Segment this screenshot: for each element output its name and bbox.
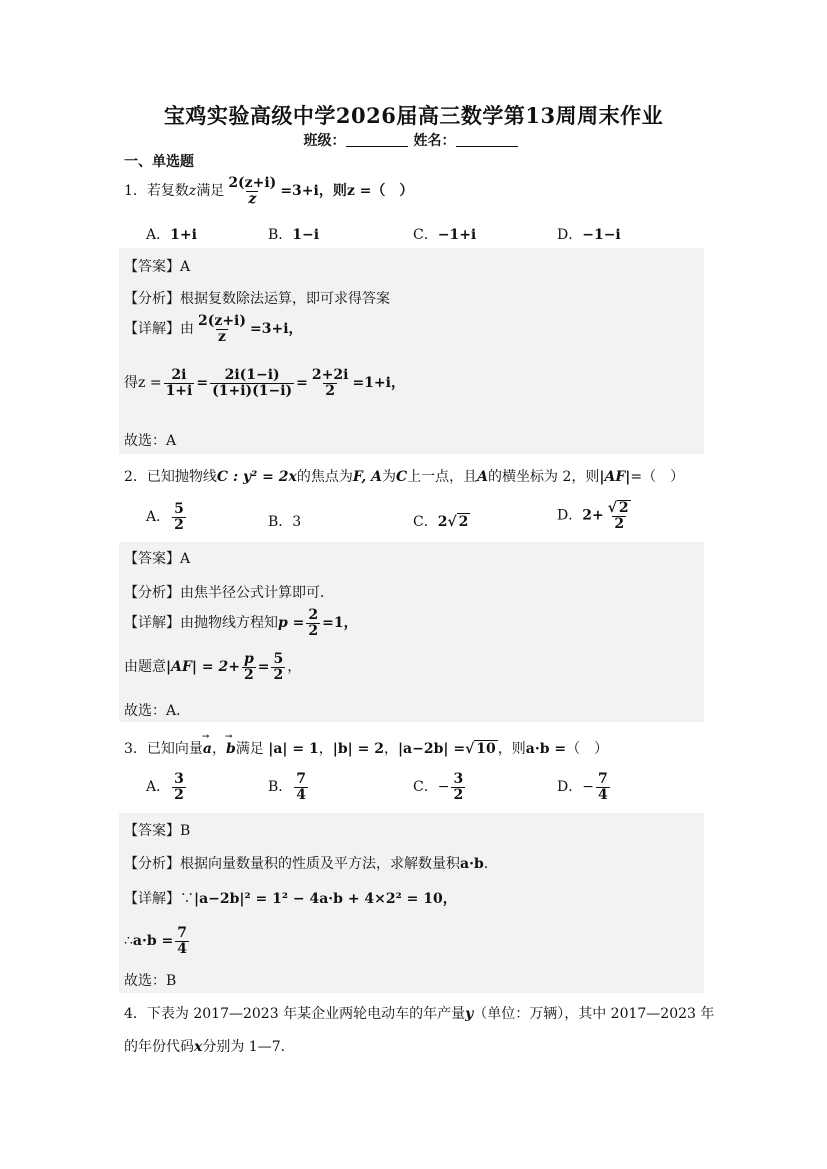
question-2-stem: 2．已知抛物线C : y² = 2x的焦点为F, A为C上一点，且A的横坐标为 2，则|AF|=（ ） [124,469,685,485]
q1-steps: 得z = $\frac{2i}{1+i}$ = $\frac{2i(1-i)}{(1+i)(1-i)}$ = $\frac{2+2i}{2}$ =1+i， [124,367,405,399]
q2-option-b[interactable]: B．3 [268,514,302,530]
q2-choose: 故选：A． [124,703,191,719]
question-1-stem [124,176,413,206]
section-heading: 一、单选题 [124,154,194,170]
name-label: 姓名： [413,133,456,149]
page-title: 宝鸡实验高级中学2026届高三数学第13周周末作业 [163,103,664,128]
q3-option-a[interactable]: A． $\frac{3}{2}$ [146,771,184,803]
question-4-line1: 4．下表为 2017—2023 年某企业两轮电动车的年产量y（单位：万辆），其中 2017—2023 年 [124,1006,715,1022]
question-3-stem: 3．已知向量→ a，→ b满足 |a| = 1，|b| = 2，|a−2b| =√ 10 ，则a·b =（ ） [124,738,608,758]
q3-line2: ∴a·b = $\frac{7}{4}$ [124,925,188,957]
q1-answer: 【答案】A [124,259,191,275]
q1-analysis: 【分析】根据复数除法运算，即可求得答案 [124,291,390,307]
q2-line2: 由题意|AF| = 2+ $\frac{p}{2}$ = $\frac{5}{2}$ ， [124,651,302,683]
q1-stem-mid: 满足 [196,183,225,200]
q1-stem-text: 1．若复数 [124,183,189,200]
q3-option-c[interactable]: C．− $\frac{3}{2}$ [413,771,464,803]
q3-choose: 故选：B [124,973,177,989]
q2-analysis: 【分析】由焦半径公式计算即可． [124,585,334,601]
q3-option-b[interactable]: B． $\frac{7}{4}$ [268,771,307,803]
student-info-line [0,130,827,150]
q2-answer: 【答案】A [124,551,191,567]
q1-option-d[interactable]: D．−1−i [557,227,621,243]
q1-var: z [188,183,197,200]
q1-fraction: $\frac{2(z+i)}{z}$ [228,175,277,207]
q3-analysis: 【分析】根据向量数量积的性质及平方法，求解数量积a·b. [124,856,489,872]
q2-option-a[interactable]: A． $\frac{5}{2}$ [146,501,184,533]
q1-stem-eq: =3+i，则z =（ ） [280,183,414,200]
q1-detail: 【详解】由 $\frac{2(z+i)}{z}$ =3+i， [124,313,303,345]
q1-option-a[interactable]: A．1+i [146,227,197,243]
q2-detail: 【详解】由抛物线方程知p = $\frac{2}{2}$ =1， [124,607,358,639]
q2-option-c[interactable]: C．2√ 2 [413,514,469,530]
q3-answer: 【答案】B [124,823,191,839]
q3-detail: 【详解】∵|a−2b|² = 1² − 4a·b + 4×2² = 10， [124,891,457,907]
q1-option-c[interactable]: C．−1+i [413,227,477,243]
q1-option-b[interactable]: B．1−i [268,227,320,243]
question-4-line2: 的年份代码x分别为 1—7. [124,1039,286,1055]
q2-option-d[interactable]: D．2+ $\frac{√ 2}{2}$ [557,500,629,532]
class-blank[interactable] [346,132,408,147]
q3-option-d[interactable]: D．− $\frac{7}{4}$ [557,771,608,803]
q1-solution-box [119,248,704,454]
q1-choose: 故选：A [124,433,177,449]
class-label: 班级： [303,133,346,149]
name-blank[interactable] [456,132,518,147]
